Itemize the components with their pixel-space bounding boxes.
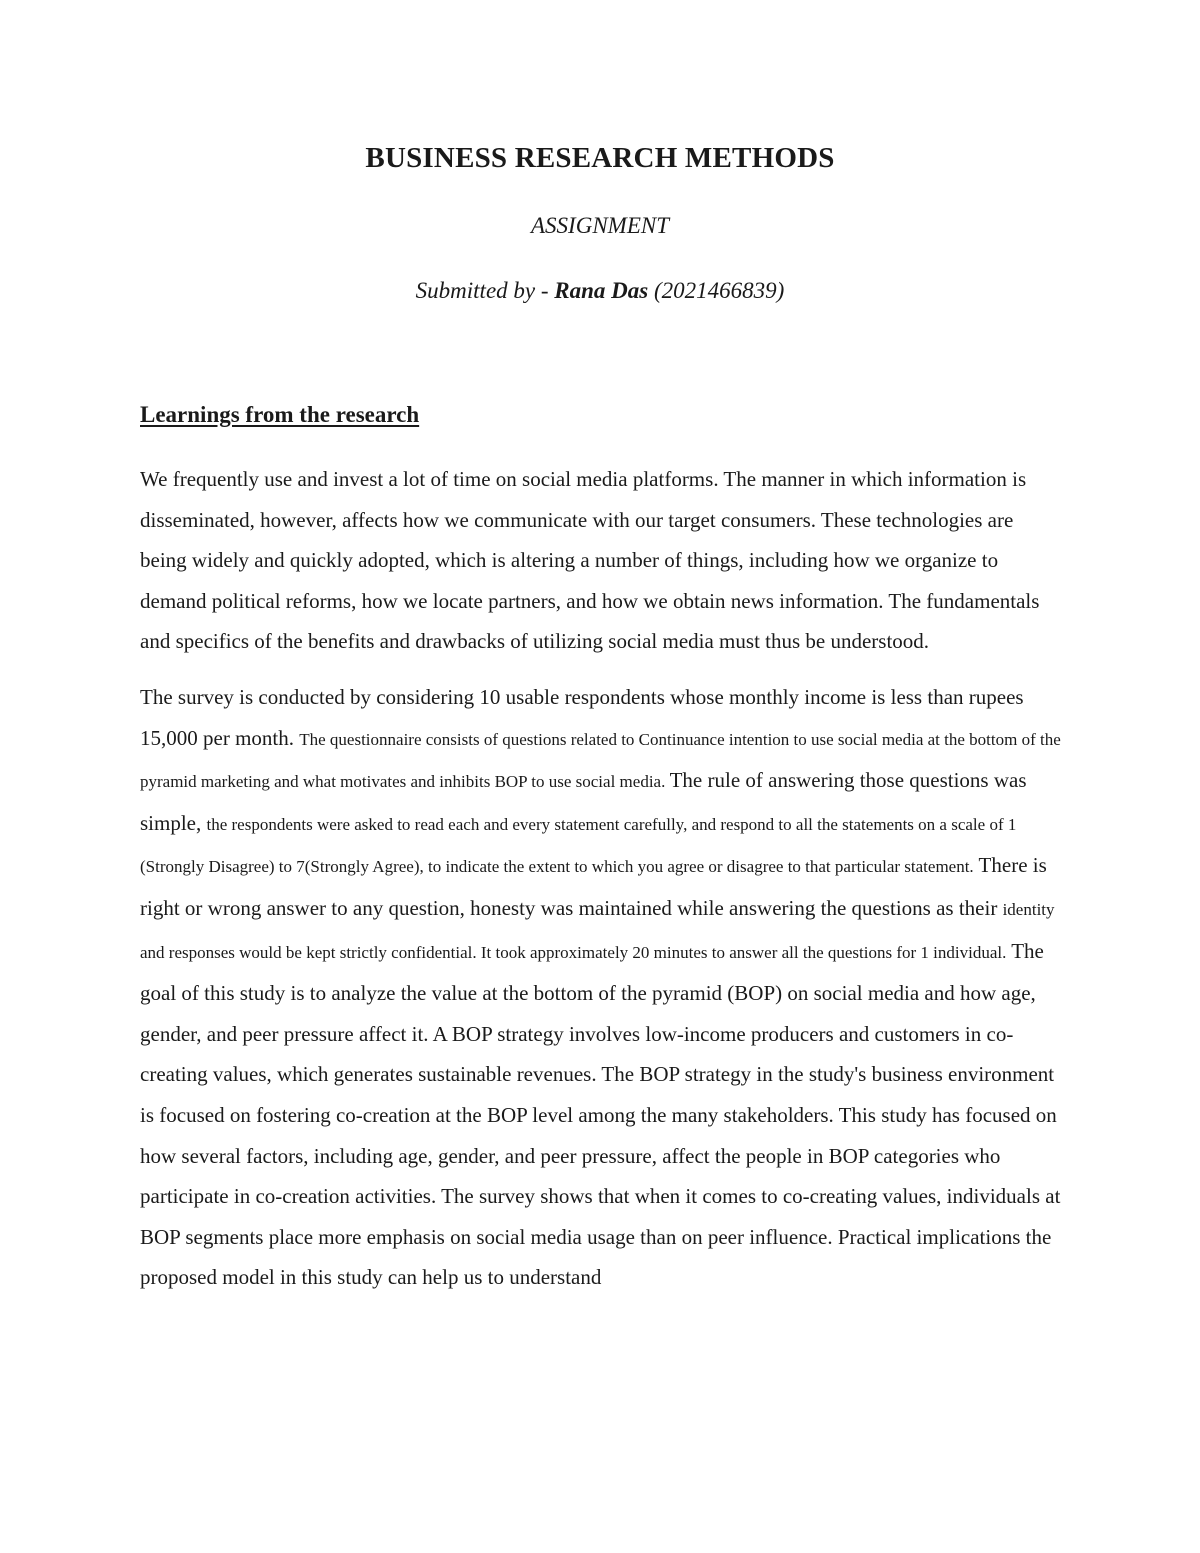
- document-body: [140, 459, 1062, 1298]
- byline-prefix: Submitted by -: [415, 278, 555, 303]
- paragraph-2-part-5: There is right or wrong answer to any question, honesty was maintained while answering the questions as their: [140, 853, 1047, 920]
- paragraph-2-part-7: The goal of this study is to analyze the value at the bottom of the pyramid (BOP) on social media and how age, gender, and peer pressure affect it. A BOP strategy involves low-income producers and customers in co-creating values, which generates sustainable revenues. The BOP strategy in the study's business environment is focused on fostering co-creation at the BOP level among the many stakeholders. This study has focused on how several factors, including age, gender, and peer pressure, affect the people in BOP categories who participate in co-creation activities. The survey shows that when it comes to co-creating values, individuals at BOP segments place more emphasis on social media usage than on peer influence. Practical implications the proposed model in this study can help us to understand: [140, 938, 1061, 1290]
- paragraph-2-part-1: The survey is conducted by considering 10 usable respondents whose monthly income is less than rupees 15,000 per month.: [140, 684, 1024, 750]
- paragraph-2-part-3: The rule of answering those questions was simple,: [140, 768, 1027, 835]
- paragraph-2-part-6: identity and responses would be kept strictly confidential. It took approximately 20 minutes to answer all the questions for 1 individual.: [140, 899, 1055, 962]
- author-name: Rana Das: [554, 278, 649, 303]
- paragraph-1: We frequently use and invest a lot of time on social media platforms. The manner in which information is disseminated, however, affects how we communicate with our target consumers. These technologies are being widely and quickly adopted, which is altering a number of things, including how we organize to demand political reforms, how we locate partners, and how we obtain news information. The fundamentals and specifics of the benefits and drawbacks of utilizing social media must thus be understood.: [140, 467, 1040, 654]
- paragraph-2-part-2: The questionnaire consists of questions related to Continuance intention to use social media at the bottom of the pyramid marketing and what motivates and inhibits BOP to use social media.: [140, 729, 1061, 792]
- paragraph-2: [140, 677, 1062, 1298]
- author-id: (2021466839): [648, 278, 785, 303]
- document-subtitle: ASSIGNMENT: [531, 213, 669, 238]
- document-title: BUSINESS RESEARCH METHODS: [365, 142, 835, 174]
- author-byline: [0, 278, 1200, 304]
- paragraph-2-part-4: the respondents were asked to read each and every statement carefully, and respond to all the statements on a scale of 1 (Strongly Disagree) to 7(Strongly Agree), to indicate the extent to which you agree or disagree to that particular statement.: [140, 814, 1017, 877]
- section-heading: Learnings from the research: [140, 402, 420, 427]
